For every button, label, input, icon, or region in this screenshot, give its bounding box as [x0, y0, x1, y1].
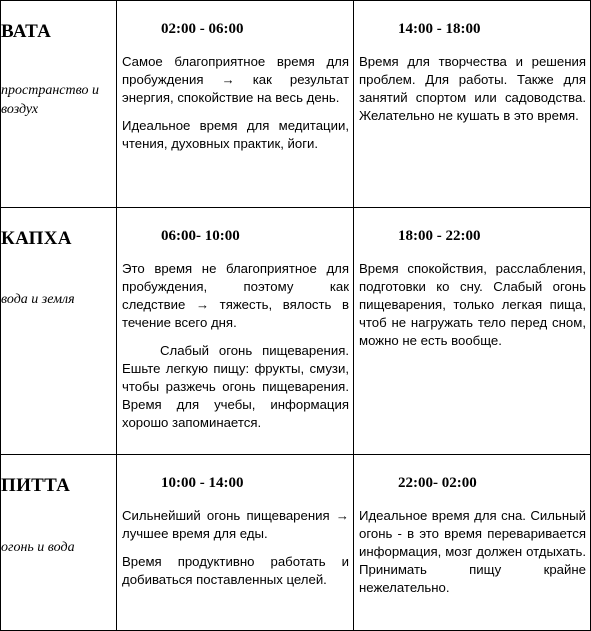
table-row [1, 455, 591, 631]
time-cell [354, 455, 591, 631]
dosha-name: КАПХА [1, 228, 72, 249]
paragraph: Самое благоприятное время для пробуждения → как результат энергия, спокойствие на весь день. [122, 54, 349, 105]
time-cell [354, 1, 591, 208]
paragraph: Идеальное время для сна. Сильный огонь - в это время переваривается информация, мозг должен отдыхать. Принимать пищу крайне нежелательно. [359, 508, 586, 595]
dosha-cell [1, 1, 117, 208]
time-cell [117, 208, 354, 455]
paragraph: Идеальное время для медитации, чтения, духовных практик, йоги. [122, 118, 349, 151]
dosha-elements: пространство и воздух [1, 83, 99, 117]
time-range: 18:00 - 22:00 [398, 228, 481, 244]
time-cell [354, 208, 591, 455]
time-range: 10:00 - 14:00 [161, 475, 244, 491]
table-row [1, 1, 591, 208]
dosha-elements: вода и земля [1, 292, 75, 307]
dosha-name: ПИТТА [1, 475, 71, 496]
paragraph: Время продуктивно работать и добиваться поставленных целей. [122, 554, 349, 587]
time-description [354, 53, 590, 125]
time-description [354, 507, 590, 597]
time-cell [117, 1, 354, 208]
time-cell [117, 455, 354, 631]
dosha-elements: огонь и вода [1, 540, 75, 555]
dosha-cell [1, 455, 117, 631]
table-row [1, 208, 591, 455]
paragraph: Время для творчества и решения проблем. Для работы. Также для занятий спортом или садоводства. Желательно не кушать в это время. [359, 54, 586, 123]
dosha-name: ВАТА [1, 21, 52, 42]
time-description [117, 507, 353, 589]
time-range: 22:00- 02:00 [398, 475, 477, 491]
time-description [117, 260, 353, 432]
paragraph: Время спокойствия, расслабления, подготовки ко сну. Слабый огонь пищеварения, только легкая пища, чтоб не нагружать тело перед сном, можно не есть вообще. [359, 261, 586, 348]
time-description [117, 53, 353, 153]
time-range: 02:00 - 06:00 [161, 21, 244, 37]
paragraph: Сильнейший огонь пищеварения → лучшее время для еды. [122, 508, 349, 541]
time-range: 06:00- 10:00 [161, 228, 240, 244]
paragraph: Слабый огонь пищеварения. Ешьте легкую пищу: фрукты, смузи, чтобы разжечь огонь пищеварения. Время для учебы, информация хорошо запоминается. [122, 343, 349, 430]
dosha-cell [1, 208, 117, 455]
time-range: 14:00 - 18:00 [398, 21, 481, 37]
time-description [354, 260, 590, 350]
paragraph: Это время не благоприятное для пробуждения, поэтому как следствие → тяжесть, вялость в течение всего дня. [122, 261, 349, 330]
